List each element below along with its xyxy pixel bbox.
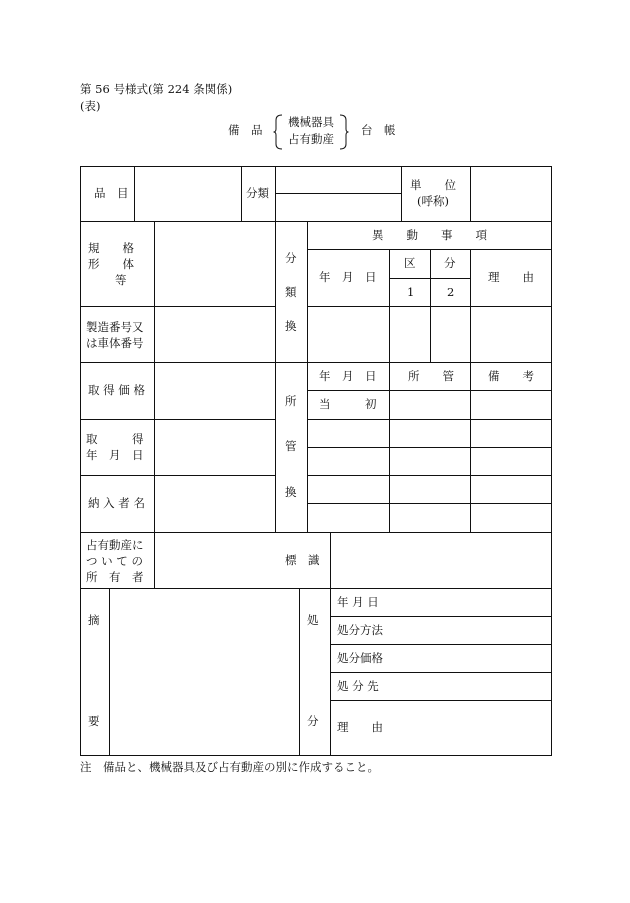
bunrui-riyu-header: 理 由: [488, 270, 534, 284]
footnote: 注 備品と、機械器具及び占有動産の別に作成すること。: [80, 760, 379, 774]
idou-jiko-header: 異 動 事 項: [372, 228, 487, 242]
bunrui-nengappi-header: 年 月 日: [319, 270, 377, 284]
shobun-saki: 処 分 先: [337, 679, 379, 693]
shokan-kae-char2: 管: [285, 439, 297, 453]
kikaku-line3: 等: [115, 273, 127, 287]
shobun-nengappi: 年 月 日: [337, 595, 379, 609]
shokan-header: 所 管: [408, 369, 454, 383]
bunrui-kae-char2: 類: [285, 285, 297, 299]
shobun-bottom: 分: [307, 714, 319, 728]
title-brace-line1: 機械器具: [288, 115, 334, 129]
nounyusha-label: 納 入 者 名: [88, 496, 145, 510]
title-left: 備 品: [228, 123, 263, 137]
title-right: 台 帳: [361, 123, 396, 137]
shoyusha-line1: 占有動産に: [86, 538, 144, 552]
hyoshiki-label: 標 識: [285, 553, 320, 567]
kubun-num1: 1: [407, 285, 415, 299]
kikaku-line2: 形 体: [88, 257, 134, 271]
shokan-kae-char3: 換: [285, 485, 297, 499]
shokan-kae-char1: 所: [285, 394, 297, 408]
bunrui-kae-char3: 換: [285, 319, 297, 333]
seizo-line2: は車体番号: [86, 336, 144, 350]
koshou-label: (呼称): [417, 194, 449, 208]
seizo-line1: 製造番号又: [86, 320, 144, 334]
left-brace: [273, 114, 283, 150]
shobun-kakaku: 処分価格: [337, 651, 383, 665]
tekiyo-bottom: 要: [88, 714, 100, 728]
tousho-label: 当 初: [319, 397, 377, 411]
kubun-num2: 2: [447, 285, 455, 299]
shutoku-kakaku-label: 取 得 価 格: [88, 383, 145, 397]
hinmoku-label: 品 目: [94, 186, 129, 200]
shobun-top: 処: [307, 613, 319, 627]
shoyusha-line3: 所 有 者: [86, 570, 144, 584]
bunrui-label: 分類: [246, 186, 269, 200]
shoyusha-line2: つ い て の: [86, 554, 143, 568]
side-label: (表): [80, 99, 101, 113]
title-brace-line2: 占有動産: [288, 132, 334, 146]
shobun-houhou: 処分方法: [337, 623, 383, 637]
bun-header: 分: [444, 256, 456, 270]
kikaku-line1: 規 格: [88, 241, 134, 255]
biko-header: 備 考: [488, 369, 534, 383]
ku-header: 区: [404, 256, 416, 270]
right-brace: [339, 114, 349, 150]
shutoku-nengappi-line2: 年 月 日: [86, 448, 144, 462]
shobun-riyu: 理 由: [337, 720, 383, 734]
bunrui-kae-char1: 分: [285, 251, 297, 265]
shutoku-nengappi-line1: 取 得: [86, 432, 144, 446]
form-number: 第 56 号様式(第 224 条関係): [80, 82, 233, 96]
tekiyo-top: 摘: [88, 613, 100, 627]
tani-label: 単 位: [410, 178, 456, 192]
shokan-nengappi-header: 年 月 日: [319, 369, 377, 383]
